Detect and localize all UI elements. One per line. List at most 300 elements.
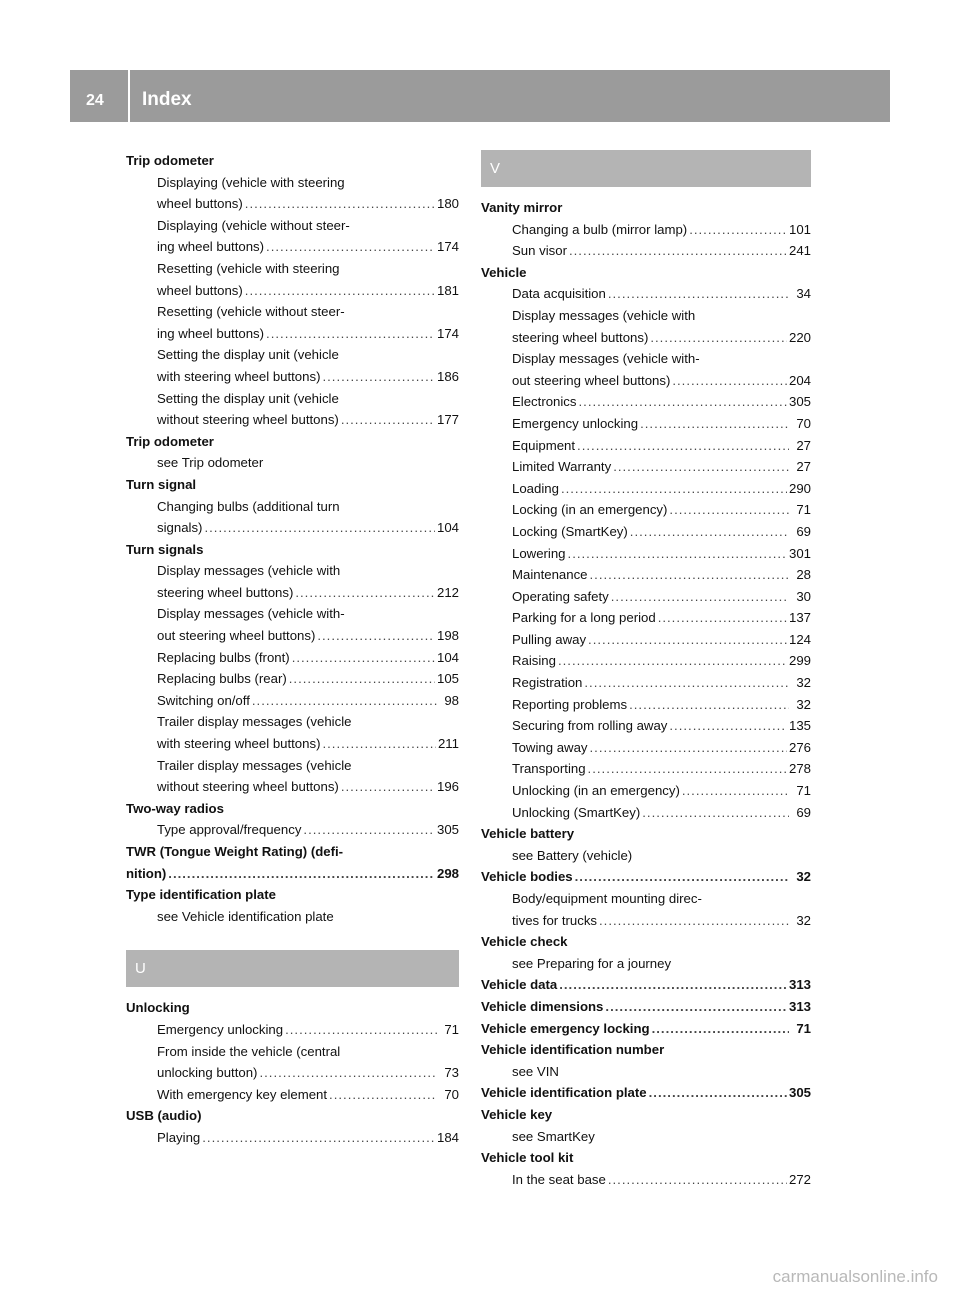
leader-dots <box>320 733 436 755</box>
entry-text: Type approval/frequency <box>157 822 302 838</box>
entry-text: Locking (SmartKey) <box>512 523 628 539</box>
leader-dots <box>301 819 435 841</box>
entry-text: unlocking button) <box>157 1065 258 1081</box>
leader-dots <box>606 283 789 305</box>
leader-dots <box>588 564 789 586</box>
index-subentry <box>126 388 459 431</box>
entry-text: Unlocking (in an emergency) <box>512 783 680 799</box>
index-subentry <box>481 586 811 608</box>
entry-text: Unlocking (SmartKey) <box>512 804 641 820</box>
entry-page-line <box>512 650 811 672</box>
entry-text: Towing away <box>512 739 588 755</box>
entry-page-line <box>512 1169 811 1191</box>
entry-text-line: Displaying (vehicle with steering <box>157 174 345 190</box>
entry-page-line <box>512 391 811 413</box>
entry-page-line <box>512 283 811 305</box>
leader-dots <box>606 1169 787 1191</box>
entry-text: wheel buttons) <box>157 282 243 298</box>
entry-page-line <box>126 863 459 885</box>
index-heading: Trip odometer <box>126 433 214 449</box>
page-reference: 212 <box>436 584 459 600</box>
entry-text: wheel buttons) <box>157 196 243 212</box>
entry-page-line <box>157 582 459 604</box>
page-reference: 278 <box>788 761 811 777</box>
page-reference: 180 <box>436 196 459 212</box>
page-reference: 301 <box>788 545 811 561</box>
entry-page-line <box>157 366 459 388</box>
entry-page-line <box>157 193 459 215</box>
leader-dots <box>327 1084 437 1106</box>
entry-page-line <box>157 1127 459 1149</box>
leader-dots <box>586 629 787 651</box>
entry-text-line: Displaying (vehicle without steer- <box>157 217 350 233</box>
page-reference: 71 <box>796 502 811 518</box>
leader-dots <box>556 650 787 672</box>
entry-page-line <box>512 413 811 435</box>
leader-dots <box>597 910 789 932</box>
page-reference: 32 <box>796 696 811 712</box>
header-divider <box>128 70 130 122</box>
page-reference: 211 <box>437 736 459 752</box>
page-reference: 32 <box>796 912 811 928</box>
entry-text: Operating safety <box>512 588 609 604</box>
page-reference: 174 <box>436 325 459 341</box>
leader-dots <box>687 219 787 241</box>
page-reference: 305 <box>436 822 459 838</box>
index-subentry <box>481 456 811 478</box>
entry-page-line <box>512 910 811 932</box>
entry-text: ing wheel buttons) <box>157 325 265 341</box>
entry-text: Vehicle bodies <box>481 869 573 885</box>
index-subentry <box>126 1019 459 1041</box>
entry-text-line: Display messages (vehicle with <box>512 307 696 323</box>
index-subentry <box>126 496 459 539</box>
entry-page-line <box>157 1062 459 1084</box>
index-heading-with-page <box>481 1082 811 1104</box>
leader-dots <box>609 586 789 608</box>
index-heading: Trip odometer <box>126 153 214 168</box>
index-subentry <box>481 348 811 391</box>
entry-page-line <box>481 996 811 1018</box>
entry-text: Maintenance <box>512 567 588 583</box>
index-column-left <box>126 150 459 1149</box>
page-reference: 69 <box>796 523 811 539</box>
entry-page-line <box>157 776 459 798</box>
index-heading: Two-way radios <box>126 800 224 816</box>
leader-dots <box>315 625 435 647</box>
entry-text: Sun visor <box>512 243 567 259</box>
index-heading: Vehicle <box>481 264 527 280</box>
entry-text: signals) <box>157 520 203 536</box>
leader-dots <box>603 996 787 1018</box>
index-subentry <box>126 172 459 215</box>
entry-page-line <box>157 517 459 539</box>
index-subentry <box>481 780 811 802</box>
page-reference: 276 <box>788 739 811 755</box>
index-subentry <box>481 564 811 586</box>
leader-dots <box>202 517 435 539</box>
index-subentry <box>126 647 459 669</box>
index-subentry <box>481 305 811 348</box>
page-reference: 34 <box>796 286 811 302</box>
index-subentry <box>126 344 459 387</box>
index-subentry <box>126 1084 459 1106</box>
leader-dots <box>243 280 435 302</box>
index-heading-with-page <box>126 841 459 884</box>
entry-text: with steering wheel buttons) <box>157 368 321 384</box>
index-subentry <box>481 413 811 435</box>
page-reference: 71 <box>796 1020 811 1036</box>
entry-page-line <box>512 672 811 694</box>
page-reference: 137 <box>788 610 811 626</box>
leader-dots <box>627 694 789 716</box>
entry-text: Transporting <box>512 761 586 777</box>
entry-page-line <box>512 327 811 349</box>
entry-page-line <box>512 435 811 457</box>
entry-text: Vehicle data <box>481 977 558 993</box>
leader-dots <box>290 647 435 669</box>
leader-dots <box>638 413 789 435</box>
entry-page-line <box>157 280 459 302</box>
entry-text: Replacing bulbs (rear) <box>157 671 287 687</box>
entry-text: In the seat base <box>512 1171 606 1187</box>
entry-page-line <box>512 521 811 543</box>
entry-page-line <box>157 1019 459 1041</box>
section-letter-bar: V <box>481 150 811 187</box>
entry-page-line <box>157 625 459 647</box>
entry-text-line: Trailer display messages (vehicle <box>157 714 352 730</box>
index-subentry <box>481 758 811 780</box>
leader-dots <box>628 521 789 543</box>
leader-dots <box>567 240 787 262</box>
leader-dots <box>566 543 787 565</box>
index-heading: USB (audio) <box>126 1108 202 1124</box>
cross-reference: see Preparing for a journey <box>512 955 672 971</box>
leader-dots <box>656 607 787 629</box>
index-subentry <box>481 802 811 824</box>
index-heading-with-page <box>481 996 811 1018</box>
entry-page-line <box>512 478 811 500</box>
leader-dots <box>648 327 787 349</box>
entry-page-line <box>512 715 811 737</box>
page-reference: 71 <box>796 783 811 799</box>
entry-page-line <box>512 802 811 824</box>
entry-text: Loading <box>512 480 559 496</box>
index-subentry <box>126 668 459 690</box>
index-subentry <box>481 607 811 629</box>
leader-dots <box>283 1019 437 1041</box>
page-reference: 313 <box>788 998 811 1014</box>
index-subentry <box>126 755 459 798</box>
index-subentry <box>481 543 811 565</box>
entry-page-line <box>481 974 811 996</box>
entry-text-line: Display messages (vehicle with- <box>157 606 345 622</box>
index-heading: Turn signals <box>126 541 204 557</box>
index-subentry <box>126 258 459 301</box>
leader-dots <box>339 776 435 798</box>
entry-page-line <box>157 690 459 712</box>
leader-dots <box>250 690 437 712</box>
leader-dots <box>640 802 789 824</box>
page-reference: 101 <box>788 221 811 237</box>
entry-text: Vehicle identification plate <box>481 1085 647 1101</box>
index-subentry <box>481 478 811 500</box>
entry-text-line: Setting the display unit (vehicle <box>157 390 339 406</box>
page-reference: 305 <box>788 394 811 410</box>
entry-text-line: Body/equipment mounting direc- <box>512 891 702 906</box>
entry-text: Lowering <box>512 545 566 561</box>
entry-text: with steering wheel buttons) <box>157 736 321 752</box>
entry-text: nition) <box>126 865 167 881</box>
index-subentry <box>481 888 811 931</box>
entry-text-line: Display messages (vehicle with- <box>512 351 700 367</box>
index-subentry <box>481 240 811 262</box>
page-number: 24 <box>86 92 104 109</box>
entry-page-line <box>157 1084 459 1106</box>
leader-dots <box>257 1062 437 1084</box>
entry-text-line: Setting the display unit (vehicle <box>157 347 339 363</box>
index-subentry <box>481 283 811 305</box>
index-subentry <box>481 737 811 759</box>
leader-dots <box>586 758 787 780</box>
entry-text: Equipment <box>512 437 576 453</box>
entry-page-line <box>512 780 811 802</box>
index-subentry <box>481 521 811 543</box>
index-subentry <box>126 711 459 754</box>
index-subentry <box>126 1127 459 1149</box>
entry-page-line <box>512 370 811 392</box>
page-reference: 70 <box>796 415 811 431</box>
page-reference: 28 <box>796 567 811 583</box>
entry-text: Raising <box>512 653 556 669</box>
index-subentry <box>481 629 811 651</box>
index-subentry <box>481 1169 811 1191</box>
entry-text: Replacing bulbs (front) <box>157 649 290 665</box>
entry-page-line <box>512 758 811 780</box>
entry-text: Changing a bulb (mirror lamp) <box>512 221 688 237</box>
entry-text-line: Changing bulbs (additional turn <box>157 498 340 514</box>
index-heading: Vehicle identification number <box>481 1042 665 1058</box>
leader-dots <box>287 668 435 690</box>
page-reference: 32 <box>796 675 811 691</box>
entry-text: Data acquisition <box>512 286 606 302</box>
entry-page-line <box>157 733 459 755</box>
page-reference: 32 <box>796 869 811 885</box>
page-reference: 124 <box>788 631 811 647</box>
leader-dots <box>577 391 787 413</box>
section-letter-bar: U <box>126 950 459 987</box>
entry-text: Parking for a long period <box>512 610 656 626</box>
leader-dots <box>243 193 435 215</box>
page-reference: 204 <box>788 372 811 388</box>
leader-dots <box>573 866 789 888</box>
index-subentry <box>126 819 459 841</box>
entry-text: without steering wheel buttons) <box>157 412 339 428</box>
entry-text: Electronics <box>512 394 577 410</box>
leader-dots <box>680 780 789 802</box>
entry-text: Pulling away <box>512 631 587 647</box>
entry-text: ing wheel buttons) <box>157 239 265 255</box>
entry-text: out steering wheel buttons) <box>512 372 671 388</box>
index-subentry <box>126 215 459 258</box>
entry-page-line <box>481 866 811 888</box>
entry-text: Registration <box>512 675 583 691</box>
entry-page-line <box>157 323 459 345</box>
entry-text-line: TWR (Tongue Weight Rating) (defi- <box>126 844 344 859</box>
cross-reference: see SmartKey <box>512 1128 595 1144</box>
cross-reference: see Vehicle identification plate <box>157 908 334 924</box>
entry-text-line: Resetting (vehicle without steer- <box>157 304 345 320</box>
entry-text: Playing <box>157 1129 201 1145</box>
page-title: Index <box>142 89 192 110</box>
index-subentry <box>481 715 811 737</box>
entry-text: out steering wheel buttons) <box>157 628 316 644</box>
index-heading: Vehicle battery <box>481 826 575 842</box>
entry-page-line <box>512 240 811 262</box>
index-heading: Vanity mirror <box>481 200 563 215</box>
page-reference: 272 <box>788 1171 811 1187</box>
index-heading: Vehicle key <box>481 1106 553 1122</box>
entry-text: without steering wheel buttons) <box>157 779 339 795</box>
index-column-right <box>481 150 811 1190</box>
cross-reference: see VIN <box>512 1063 559 1079</box>
cross-reference: see Battery (vehicle) <box>512 847 633 863</box>
entry-page-line <box>512 586 811 608</box>
page-reference: 71 <box>444 1021 459 1037</box>
entry-text-line: Resetting (vehicle with steering <box>157 260 340 276</box>
index-subentry <box>481 499 811 521</box>
entry-page-line <box>512 543 811 565</box>
page-reference: 290 <box>788 480 811 496</box>
leader-dots <box>166 863 435 885</box>
leader-dots <box>575 435 789 457</box>
leader-dots <box>611 456 789 478</box>
index-subentry <box>126 603 459 646</box>
index-heading-with-page <box>481 974 811 996</box>
leader-dots <box>582 672 789 694</box>
entry-text: tives for trucks <box>512 912 598 928</box>
leader-dots <box>667 499 789 521</box>
index-subentry <box>481 650 811 672</box>
leader-dots <box>670 370 787 392</box>
leader-dots <box>667 715 787 737</box>
page-reference: 27 <box>796 437 811 453</box>
leader-dots <box>559 478 787 500</box>
page-reference: 313 <box>788 977 811 993</box>
index-subentry <box>481 219 811 241</box>
page-reference: 177 <box>436 412 459 428</box>
page-reference: 104 <box>436 649 459 665</box>
index-heading-with-page <box>481 1018 811 1040</box>
entry-text: Emergency unlocking <box>512 415 639 431</box>
entry-page-line <box>157 647 459 669</box>
page-reference: 196 <box>436 779 459 795</box>
index-heading: Turn signal <box>126 476 197 492</box>
leader-dots <box>647 1082 787 1104</box>
page-reference: 299 <box>788 653 811 669</box>
entry-page-line <box>157 236 459 258</box>
entry-page-line <box>512 694 811 716</box>
entry-page-line <box>481 1082 811 1104</box>
entry-page-line <box>157 819 459 841</box>
entry-text: Vehicle emergency locking <box>481 1020 650 1036</box>
index-subentry <box>126 1041 459 1084</box>
page-reference: 73 <box>444 1065 459 1081</box>
entry-text-line: Display messages (vehicle with <box>157 563 341 579</box>
index-subentry <box>481 694 811 716</box>
index-heading: Type identification plate <box>126 887 276 903</box>
page-reference: 69 <box>796 804 811 820</box>
entry-page-line <box>512 456 811 478</box>
entry-page-line <box>481 1018 811 1040</box>
watermark: carmanualsonline.info <box>772 1267 938 1286</box>
page-reference: 98 <box>444 692 459 708</box>
leader-dots <box>200 1127 435 1149</box>
entry-text: Locking (in an emergency) <box>512 502 668 518</box>
entry-text: steering wheel buttons) <box>157 584 294 600</box>
page-reference: 220 <box>788 329 811 345</box>
page-reference: 105 <box>436 671 459 687</box>
entry-text: With emergency key element <box>157 1086 328 1102</box>
index-subentry <box>481 672 811 694</box>
page-reference: 135 <box>788 718 811 734</box>
entry-page-line <box>512 737 811 759</box>
page-reference: 104 <box>436 520 459 536</box>
entry-text: Emergency unlocking <box>157 1021 284 1037</box>
leader-dots <box>264 236 435 258</box>
entry-text: Securing from rolling away <box>512 718 668 734</box>
entry-page-line <box>157 668 459 690</box>
page-reference: 241 <box>788 243 811 259</box>
index-subentry <box>126 560 459 603</box>
page-reference: 198 <box>436 628 459 644</box>
index-heading-with-page <box>481 866 811 888</box>
index-subentry <box>481 435 811 457</box>
index-heading: Unlocking <box>126 1000 190 1016</box>
leader-dots <box>264 323 435 345</box>
page-reference: 186 <box>436 368 459 384</box>
page-reference: 70 <box>444 1086 459 1102</box>
entry-text-line: From inside the vehicle (central <box>157 1043 341 1059</box>
entry-page-line <box>157 409 459 431</box>
entry-text: Switching on/off <box>157 692 250 708</box>
entry-text: steering wheel buttons) <box>512 329 649 345</box>
index-subentry <box>126 301 459 344</box>
entry-page-line <box>512 629 811 651</box>
page-header-bar <box>70 70 890 122</box>
leader-dots <box>339 409 435 431</box>
index-subentry <box>126 690 459 712</box>
page-reference: 305 <box>788 1085 811 1101</box>
entry-text: Limited Warranty <box>512 459 612 475</box>
page-reference: 181 <box>436 282 459 298</box>
index-heading: Vehicle tool kit <box>481 1150 574 1166</box>
index-heading: Vehicle check <box>481 934 568 950</box>
leader-dots <box>320 366 435 388</box>
page-reference: 174 <box>436 239 459 255</box>
leader-dots <box>293 582 435 604</box>
entry-page-line <box>512 564 811 586</box>
leader-dots <box>650 1018 789 1040</box>
index-subentry <box>481 391 811 413</box>
entry-page-line <box>512 607 811 629</box>
leader-dots <box>557 974 787 996</box>
page-reference: 27 <box>796 459 811 475</box>
cross-reference: see Trip odometer <box>157 455 264 471</box>
entry-text: Vehicle dimensions <box>481 998 604 1014</box>
entry-page-line <box>512 219 811 241</box>
page-reference: 184 <box>436 1129 459 1145</box>
